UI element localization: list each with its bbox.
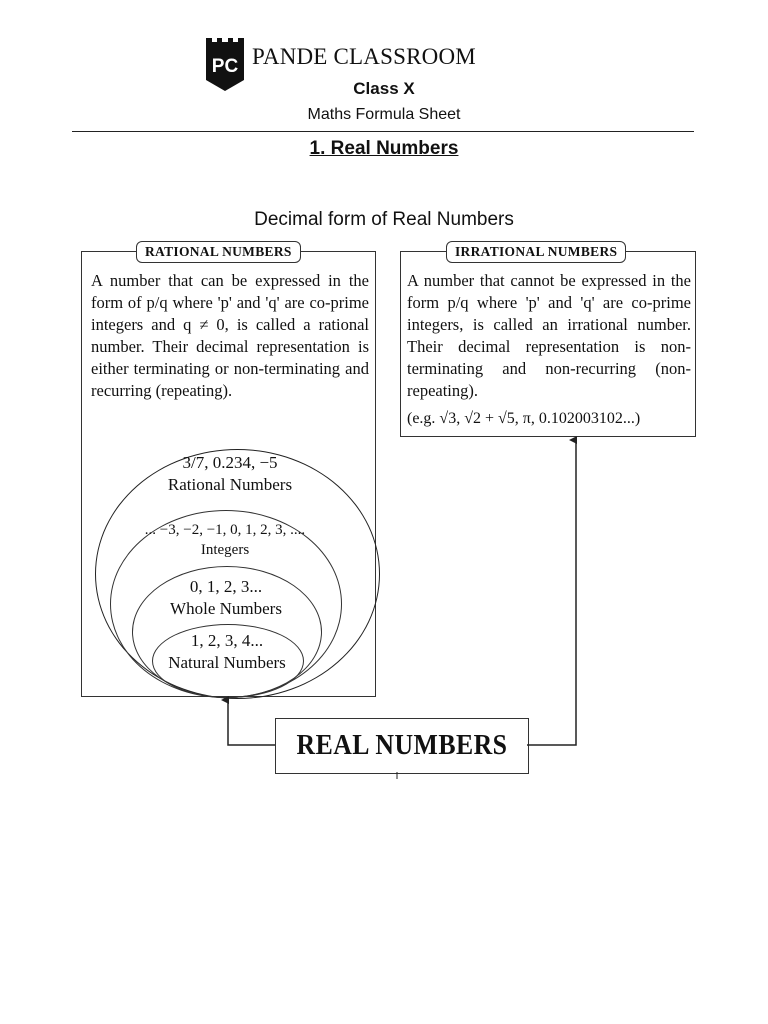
natural-examples: 1, 2, 3, 4... — [190, 631, 264, 650]
integers-examples: ... −3, −2, −1, 0, 1, 2, 3, .... — [144, 522, 306, 538]
natural-set-name: Natural Numbers — [168, 653, 286, 672]
rational-numbers-description: A number that can be expressed in the form of p/q where 'p' and 'q' are co-prime integers and q ≠ 0, is called a rational number. Their decimal representation is either terminating or non-terminating and recurring (repeating). — [91, 271, 369, 400]
whole-set-name: Whole Numbers — [170, 599, 282, 618]
irrational-numbers-description: A number that cannot be expressed in the form p/q where 'p' and 'q' are co-prime integers, is called an irrational number. Their decimal representation is non-terminating and non-recurring (non-repeating). — [407, 271, 691, 400]
arrow-to-rational — [228, 700, 275, 745]
diagram-title: Decimal form of Real Numbers — [254, 209, 514, 230]
rational-set-name: Rational Numbers — [167, 475, 293, 494]
chapter-title — [0, 138, 768, 160]
header-divider — [72, 131, 694, 132]
arrow-to-irrational — [527, 440, 576, 745]
integers-set-name: Integers — [200, 542, 250, 558]
irrational-numbers-label: IRRATIONAL NUMBERS — [446, 241, 626, 263]
chapter-title-text: 1. Real Numbers — [309, 138, 459, 159]
real-numbers-label: REAL NUMBERS — [296, 730, 508, 761]
real-numbers-box — [275, 718, 529, 774]
rational-examples: 3/7, 0.234, −5 — [182, 453, 278, 472]
brand-name: PANDE CLASSROOM — [252, 44, 476, 69]
irrational-numbers-box — [400, 244, 696, 437]
class-label: Class X — [353, 79, 415, 98]
whole-examples: 0, 1, 2, 3... — [189, 577, 263, 596]
sheet-subtitle: Maths Formula Sheet — [307, 106, 461, 123]
svg-text:PC: PC — [211, 56, 239, 77]
rational-numbers-label: RATIONAL NUMBERS — [136, 241, 301, 263]
irrational-numbers-examples: (e.g. √3, √2 + √5, π, 0.102003102...) — [407, 410, 641, 427]
